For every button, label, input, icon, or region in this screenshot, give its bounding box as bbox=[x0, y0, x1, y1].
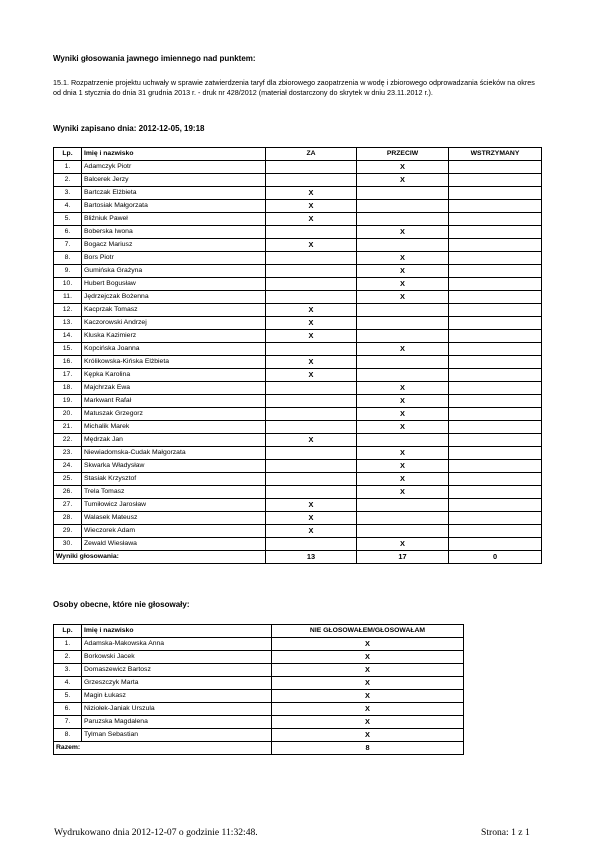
vote-row bbox=[54, 408, 542, 421]
absent-summary-label: Razem: bbox=[54, 742, 272, 755]
row-lp: 8. bbox=[54, 729, 82, 742]
row-wstrzymany bbox=[449, 499, 542, 512]
row-name: Walasek Mateusz bbox=[82, 512, 266, 525]
absent-row bbox=[54, 677, 464, 690]
vote-row bbox=[54, 525, 542, 538]
row-name: Stasiak Krzysztof bbox=[82, 473, 266, 486]
row-name: Grzeszczyk Marta bbox=[82, 677, 272, 690]
row-wstrzymany bbox=[449, 512, 542, 525]
row-lp: 11. bbox=[54, 291, 82, 304]
row-not-voted: X bbox=[272, 703, 464, 716]
row-wstrzymany bbox=[449, 473, 542, 486]
row-name: Kopcińska Joanna bbox=[82, 343, 266, 356]
vote-row bbox=[54, 330, 542, 343]
col-name: Imię i nazwisko bbox=[82, 625, 272, 638]
vote-row bbox=[54, 499, 542, 512]
row-za bbox=[266, 226, 357, 239]
row-przeciw: X bbox=[357, 473, 449, 486]
row-name: Królikowska-Kińska Elżbieta bbox=[82, 356, 266, 369]
row-przeciw: X bbox=[357, 252, 449, 265]
col-przeciw: PRZECIW bbox=[357, 148, 449, 161]
row-name: Zewald Wiesława bbox=[82, 538, 266, 551]
votes-summary-row bbox=[54, 551, 542, 564]
row-name: Bors Piotr bbox=[82, 252, 266, 265]
vote-row bbox=[54, 447, 542, 460]
row-za bbox=[266, 343, 357, 356]
vote-row bbox=[54, 278, 542, 291]
absent-table bbox=[53, 624, 464, 755]
row-wstrzymany bbox=[449, 278, 542, 291]
row-name: Domaszewicz Bartosz bbox=[82, 664, 272, 677]
row-not-voted: X bbox=[272, 729, 464, 742]
row-za: X bbox=[266, 317, 357, 330]
absent-row bbox=[54, 638, 464, 651]
vote-row bbox=[54, 369, 542, 382]
row-name: Trela Tomasz bbox=[82, 486, 266, 499]
row-za bbox=[266, 538, 357, 551]
row-name: Jędrzejczak Bożenna bbox=[82, 291, 266, 304]
row-przeciw: X bbox=[357, 343, 449, 356]
row-name: Kacprzak Tomasz bbox=[82, 304, 266, 317]
vote-row bbox=[54, 291, 542, 304]
row-name: Borkowski Jacek bbox=[82, 651, 272, 664]
votes-header-row bbox=[54, 148, 542, 161]
row-name: Hubert Bogusław bbox=[82, 278, 266, 291]
vote-row bbox=[54, 460, 542, 473]
row-za bbox=[266, 421, 357, 434]
row-przeciw bbox=[357, 187, 449, 200]
row-lp: 2. bbox=[54, 651, 82, 664]
row-za: X bbox=[266, 356, 357, 369]
row-za bbox=[266, 252, 357, 265]
row-przeciw: X bbox=[357, 486, 449, 499]
row-lp: 1. bbox=[54, 638, 82, 651]
printed-date: Wydrukowano dnia 2012-12-07 o godzinie 11:32:48. bbox=[54, 827, 258, 838]
row-przeciw bbox=[357, 317, 449, 330]
row-za bbox=[266, 265, 357, 278]
row-przeciw: X bbox=[357, 538, 449, 551]
row-not-voted: X bbox=[272, 638, 464, 651]
row-wstrzymany bbox=[449, 382, 542, 395]
row-przeciw bbox=[357, 304, 449, 317]
row-lp: 6. bbox=[54, 703, 82, 716]
row-name: Kaczorowski Andrzej bbox=[82, 317, 266, 330]
row-przeciw bbox=[357, 525, 449, 538]
row-name: Wieczorek Adam bbox=[82, 525, 266, 538]
vote-row bbox=[54, 512, 542, 525]
row-za: X bbox=[266, 512, 357, 525]
row-za: X bbox=[266, 525, 357, 538]
absent-row bbox=[54, 651, 464, 664]
row-przeciw bbox=[357, 330, 449, 343]
row-wstrzymany bbox=[449, 343, 542, 356]
vote-row bbox=[54, 161, 542, 174]
row-wstrzymany bbox=[449, 525, 542, 538]
row-name: Michalik Marek bbox=[82, 421, 266, 434]
row-za bbox=[266, 473, 357, 486]
row-przeciw: X bbox=[357, 226, 449, 239]
votes-body bbox=[54, 161, 542, 551]
votes-table bbox=[53, 147, 542, 564]
row-lp: 29. bbox=[54, 525, 82, 538]
row-za bbox=[266, 395, 357, 408]
col-not-voted: NIE GŁOSOWAŁEM/GŁOSOWAŁAM bbox=[272, 625, 464, 638]
col-lp: Lp. bbox=[54, 625, 82, 638]
row-lp: 28. bbox=[54, 512, 82, 525]
row-lp: 20. bbox=[54, 408, 82, 421]
row-lp: 22. bbox=[54, 434, 82, 447]
row-wstrzymany bbox=[449, 161, 542, 174]
vote-row bbox=[54, 213, 542, 226]
row-przeciw: X bbox=[357, 395, 449, 408]
row-lp: 26. bbox=[54, 486, 82, 499]
row-wstrzymany bbox=[449, 304, 542, 317]
row-name: Niziołek-Janiak Urszula bbox=[82, 703, 272, 716]
row-wstrzymany bbox=[449, 187, 542, 200]
row-przeciw bbox=[357, 356, 449, 369]
row-za bbox=[266, 408, 357, 421]
vote-row bbox=[54, 382, 542, 395]
row-za bbox=[266, 291, 357, 304]
page-number: Strona: 1 z 1 bbox=[481, 827, 530, 838]
row-not-voted: X bbox=[272, 664, 464, 677]
summary-za: 13 bbox=[266, 551, 357, 564]
absent-section-title: Osoby obecne, które nie głosowały: bbox=[53, 600, 190, 609]
row-przeciw: X bbox=[357, 174, 449, 187]
row-name: Bartosiak Małgorzata bbox=[82, 200, 266, 213]
absent-row bbox=[54, 716, 464, 729]
row-lp: 7. bbox=[54, 239, 82, 252]
row-wstrzymany bbox=[449, 265, 542, 278]
row-lp: 27. bbox=[54, 499, 82, 512]
row-za: X bbox=[266, 499, 357, 512]
row-wstrzymany bbox=[449, 447, 542, 460]
row-za: X bbox=[266, 200, 357, 213]
absent-header-row bbox=[54, 625, 464, 638]
absent-body bbox=[54, 638, 464, 742]
absent-summary-count: 8 bbox=[272, 742, 464, 755]
row-wstrzymany bbox=[449, 356, 542, 369]
row-za bbox=[266, 382, 357, 395]
row-za: X bbox=[266, 239, 357, 252]
absent-summary-row bbox=[54, 742, 464, 755]
vote-row bbox=[54, 174, 542, 187]
vote-row bbox=[54, 395, 542, 408]
row-za: X bbox=[266, 330, 357, 343]
row-name: Gumińska Grażyna bbox=[82, 265, 266, 278]
row-name: Paruzska Magdalena bbox=[82, 716, 272, 729]
row-name: Matuszak Grzegorz bbox=[82, 408, 266, 421]
vote-row bbox=[54, 473, 542, 486]
row-name: Bliźniuk Paweł bbox=[82, 213, 266, 226]
row-not-voted: X bbox=[272, 677, 464, 690]
row-name: Bogacz Mariusz bbox=[82, 239, 266, 252]
saved-timestamp: Wyniki zapisano dnia: 2012-12-05, 19:18 bbox=[53, 124, 205, 133]
row-wstrzymany bbox=[449, 486, 542, 499]
col-lp: Lp. bbox=[54, 148, 82, 161]
vote-row bbox=[54, 304, 542, 317]
row-name: Tylman Sebastian bbox=[82, 729, 272, 742]
row-lp: 9. bbox=[54, 265, 82, 278]
row-przeciw bbox=[357, 499, 449, 512]
row-przeciw: X bbox=[357, 447, 449, 460]
summary-wstrzymany: 0 bbox=[449, 551, 542, 564]
row-za: X bbox=[266, 434, 357, 447]
row-przeciw bbox=[357, 239, 449, 252]
row-lp: 6. bbox=[54, 226, 82, 239]
row-lp: 4. bbox=[54, 200, 82, 213]
row-za: X bbox=[266, 304, 357, 317]
vote-row bbox=[54, 252, 542, 265]
row-lp: 23. bbox=[54, 447, 82, 460]
absent-row bbox=[54, 664, 464, 677]
row-za bbox=[266, 174, 357, 187]
row-za bbox=[266, 278, 357, 291]
absent-row bbox=[54, 729, 464, 742]
row-wstrzymany bbox=[449, 421, 542, 434]
row-przeciw: X bbox=[357, 161, 449, 174]
row-za: X bbox=[266, 187, 357, 200]
col-za: ZA bbox=[266, 148, 357, 161]
row-name: Mędrzak Jan bbox=[82, 434, 266, 447]
vote-row bbox=[54, 343, 542, 356]
row-wstrzymany bbox=[449, 369, 542, 382]
vote-row bbox=[54, 317, 542, 330]
row-name: Boberska Iwona bbox=[82, 226, 266, 239]
row-przeciw bbox=[357, 512, 449, 525]
row-wstrzymany bbox=[449, 252, 542, 265]
row-name: Balcerek Jerzy bbox=[82, 174, 266, 187]
row-lp: 17. bbox=[54, 369, 82, 382]
row-wstrzymany bbox=[449, 460, 542, 473]
row-name: Majchrzak Ewa bbox=[82, 382, 266, 395]
summary-przeciw: 17 bbox=[357, 551, 449, 564]
row-name: Niewiadomska-Cudak Małgorzata bbox=[82, 447, 266, 460]
vote-row bbox=[54, 200, 542, 213]
row-przeciw: X bbox=[357, 408, 449, 421]
row-not-voted: X bbox=[272, 651, 464, 664]
row-przeciw: X bbox=[357, 291, 449, 304]
row-przeciw: X bbox=[357, 265, 449, 278]
row-za bbox=[266, 460, 357, 473]
row-lp: 18. bbox=[54, 382, 82, 395]
row-wstrzymany bbox=[449, 317, 542, 330]
row-wstrzymany bbox=[449, 408, 542, 421]
row-lp: 1. bbox=[54, 161, 82, 174]
row-name: Magin Łukasz bbox=[82, 690, 272, 703]
row-wstrzymany bbox=[449, 538, 542, 551]
row-not-voted: X bbox=[272, 716, 464, 729]
row-lp: 12. bbox=[54, 304, 82, 317]
row-lp: 24. bbox=[54, 460, 82, 473]
vote-row bbox=[54, 421, 542, 434]
row-lp: 30. bbox=[54, 538, 82, 551]
row-not-voted: X bbox=[272, 690, 464, 703]
row-przeciw: X bbox=[357, 421, 449, 434]
summary-label: Wyniki głosowania: bbox=[54, 551, 266, 564]
row-wstrzymany bbox=[449, 291, 542, 304]
absent-row bbox=[54, 703, 464, 716]
vote-row bbox=[54, 356, 542, 369]
row-name: Kluska Kazimierz bbox=[82, 330, 266, 343]
row-wstrzymany bbox=[449, 174, 542, 187]
row-przeciw: X bbox=[357, 382, 449, 395]
row-za: X bbox=[266, 213, 357, 226]
row-lp: 19. bbox=[54, 395, 82, 408]
row-lp: 5. bbox=[54, 213, 82, 226]
row-name: Bartczak Elżbieta bbox=[82, 187, 266, 200]
row-wstrzymany bbox=[449, 239, 542, 252]
row-name: Adamczyk Piotr bbox=[82, 161, 266, 174]
row-przeciw: X bbox=[357, 460, 449, 473]
row-przeciw: X bbox=[357, 278, 449, 291]
row-lp: 3. bbox=[54, 187, 82, 200]
row-przeciw bbox=[357, 369, 449, 382]
vote-row bbox=[54, 486, 542, 499]
vote-row bbox=[54, 187, 542, 200]
row-wstrzymany bbox=[449, 330, 542, 343]
vote-row bbox=[54, 434, 542, 447]
vote-row bbox=[54, 239, 542, 252]
row-lp: 5. bbox=[54, 690, 82, 703]
row-lp: 21. bbox=[54, 421, 82, 434]
row-lp: 3. bbox=[54, 664, 82, 677]
vote-row bbox=[54, 226, 542, 239]
row-lp: 7. bbox=[54, 716, 82, 729]
row-name: Skwarka Władysław bbox=[82, 460, 266, 473]
col-wstrzymany: WSTRZYMANY bbox=[449, 148, 542, 161]
row-za bbox=[266, 161, 357, 174]
row-name: Tumiłowicz Jarosław bbox=[82, 499, 266, 512]
section-title: Wyniki głosowania jawnego imiennego nad punktem: bbox=[53, 54, 256, 63]
row-lp: 25. bbox=[54, 473, 82, 486]
row-name: Adamska-Makowska Anna bbox=[82, 638, 272, 651]
row-za: X bbox=[266, 369, 357, 382]
absent-row bbox=[54, 690, 464, 703]
row-za bbox=[266, 486, 357, 499]
col-name: Imię i nazwisko bbox=[82, 148, 266, 161]
row-przeciw bbox=[357, 213, 449, 226]
row-wstrzymany bbox=[449, 213, 542, 226]
row-wstrzymany bbox=[449, 200, 542, 213]
row-lp: 8. bbox=[54, 252, 82, 265]
vote-row bbox=[54, 265, 542, 278]
row-przeciw bbox=[357, 200, 449, 213]
row-lp: 13. bbox=[54, 317, 82, 330]
row-wstrzymany bbox=[449, 395, 542, 408]
row-lp: 14. bbox=[54, 330, 82, 343]
row-lp: 16. bbox=[54, 356, 82, 369]
row-lp: 4. bbox=[54, 677, 82, 690]
row-lp: 2. bbox=[54, 174, 82, 187]
row-przeciw bbox=[357, 434, 449, 447]
row-wstrzymany bbox=[449, 226, 542, 239]
agenda-item-description: 15.1. Rozpatrzenie projektu uchwały w sprawie zatwierdzenia taryf dla zbiorowego zaopatrzenia w wodę i zbiorowego odprowadzania ścieków na okres od dnia 1 stycznia do dnia 31 grudnia 2013 r. - druk nr 428/2012 (materiał dostarczony do skrytek w dniu 23.11.2012 r.). bbox=[53, 78, 535, 97]
row-za bbox=[266, 447, 357, 460]
row-name: Kępka Karolina bbox=[82, 369, 266, 382]
row-lp: 10. bbox=[54, 278, 82, 291]
vote-row bbox=[54, 538, 542, 551]
row-lp: 15. bbox=[54, 343, 82, 356]
row-name: Markwant Rafał bbox=[82, 395, 266, 408]
row-wstrzymany bbox=[449, 434, 542, 447]
